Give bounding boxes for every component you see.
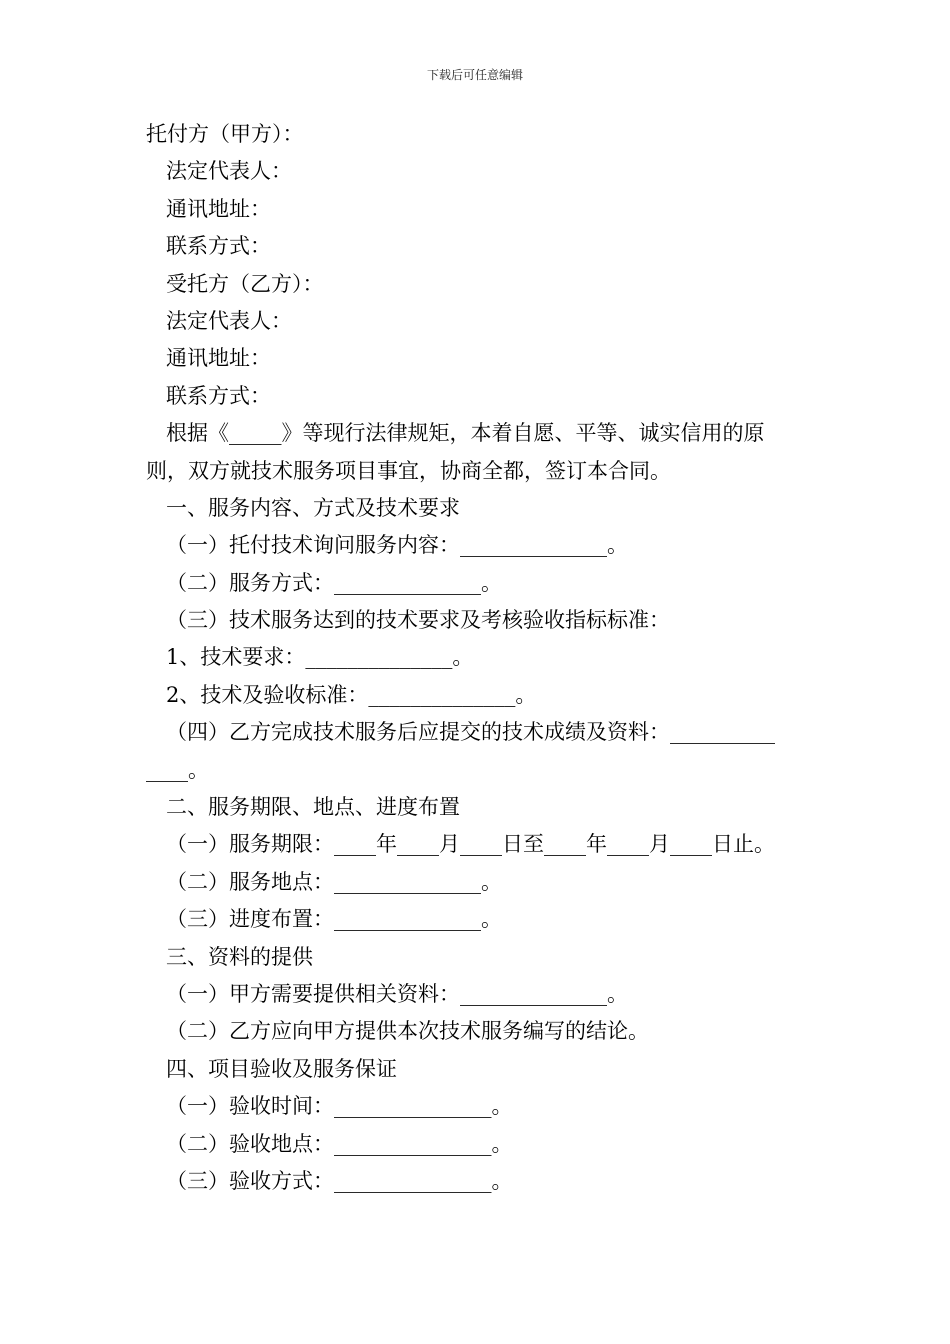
document-line: （四）乙方完成技术服务后应提交的技术成绩及资料：__________ — [166, 720, 775, 745]
document-line: 法定代表人： — [166, 308, 292, 333]
document-line: （一）甲方需要提供相关资料：______________。 — [166, 981, 628, 1006]
document-line: 1、技术要求：______________。 — [166, 645, 474, 670]
document-line: （三）进度布置：______________。 — [166, 907, 502, 932]
document-line: ____。 — [146, 757, 209, 782]
document-line: 四、项目验收及服务保证 — [166, 1056, 397, 1081]
document-line: （二）验收地点：_______________。 — [166, 1131, 513, 1156]
document-line: 二、服务期限、地点、进度布置 — [166, 795, 460, 820]
document-line: 三、资料的提供 — [166, 944, 313, 969]
document-line: 联系方式： — [166, 383, 271, 408]
document-line: （二）服务方式：______________。 — [166, 570, 502, 595]
document-line: 根据《_____》等现行法律规矩，本着自愿、平等、诚实信用的原 — [166, 421, 765, 446]
document-line: 则，双方就技术服务项目事宜，协商全都，签订本合同。 — [146, 458, 671, 483]
document-line: （二）乙方应向甲方提供本次技术服务编写的结论。 — [166, 1019, 649, 1044]
document-line: 联系方式： — [166, 234, 271, 259]
document-line: 通讯地址： — [166, 346, 271, 371]
document-line: （三）技术服务达到的技术要求及考核验收指标标准： — [166, 608, 670, 633]
document-body — [146, 116, 811, 1200]
document-line: 法定代表人： — [166, 159, 292, 184]
document-line: 托付方（甲方）： — [146, 122, 304, 146]
document-line: 通讯地址： — [166, 196, 271, 221]
document-line: （三）验收方式：_______________。 — [166, 1168, 513, 1193]
document-line: 2、技术及验收标准：______________。 — [166, 682, 537, 707]
document-line: （一）验收时间：_______________。 — [166, 1094, 513, 1119]
document-line: （一）服务期限：____年____月____日至____年____月____日止。 — [166, 832, 775, 857]
document-line: 受托方（乙方）： — [166, 271, 324, 296]
page-header: 下载后可任意编辑 — [426, 68, 523, 82]
document-line: （一）托付技术询问服务内容：______________。 — [166, 533, 628, 558]
document-line: （二）服务地点：______________。 — [166, 869, 502, 894]
document-line: 一、服务内容、方式及技术要求 — [166, 495, 460, 520]
